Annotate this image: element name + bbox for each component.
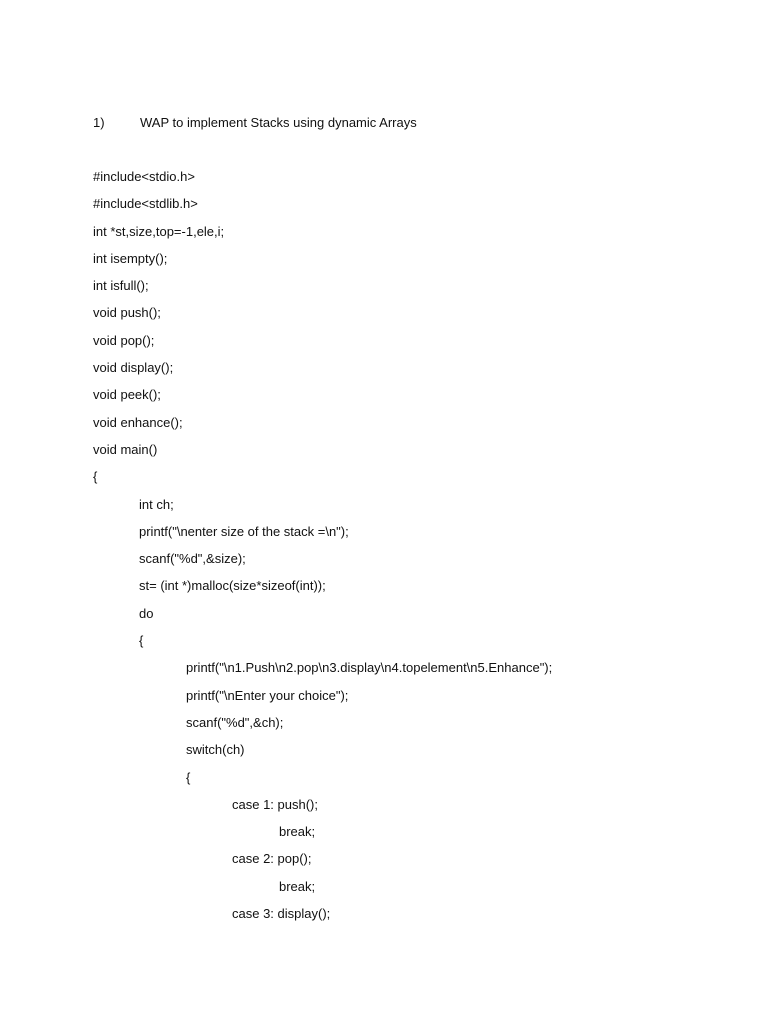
code-line: void main() (93, 441, 158, 457)
code-line: int ch; (139, 496, 174, 512)
code-line: int *st,size,top=-1,ele,i; (93, 223, 225, 239)
code-line: { (186, 769, 191, 785)
question-number: 1) (93, 115, 105, 130)
code-line: switch(ch) (186, 742, 245, 758)
question-heading (93, 115, 417, 131)
code-line: case 3: display(); (232, 906, 331, 922)
code-line: { (139, 633, 144, 649)
code-line: void display(); (93, 360, 174, 376)
code-line: printf("\nenter size of the stack =\n"); (139, 523, 349, 539)
code-line: scanf("%d",&ch); (186, 714, 284, 730)
code-line: case 2: pop(); (232, 851, 312, 867)
code-line: void pop(); (93, 332, 155, 348)
code-line: int isempty(); (93, 250, 168, 266)
question-title: WAP to implement Stacks using dynamic Arrays (140, 115, 417, 130)
code-line: #include<stdio.h> (93, 169, 195, 184)
code-line: #include<stdlib.h> (93, 196, 198, 212)
code-line: break; (279, 824, 316, 840)
code-line: void enhance(); (93, 414, 183, 430)
code-line: break; (279, 878, 316, 894)
code-line: printf("\n1.Push\n2.pop\n3.display\n4.topelement\n5.Enhance"); (186, 660, 553, 676)
code-line: do (139, 605, 154, 621)
code-line: int isfull(); (93, 278, 149, 294)
code-line: void push(); (93, 305, 161, 321)
code-listing (93, 169, 733, 933)
code-line: printf("\nEnter your choice"); (186, 687, 349, 703)
code-line: case 1: push(); (232, 796, 318, 812)
code-line: scanf("%d",&size); (139, 551, 246, 567)
code-line: { (93, 469, 98, 485)
code-line: st= (int *)malloc(size*sizeof(int)); (139, 578, 326, 594)
code-line: void peek(); (93, 387, 161, 403)
